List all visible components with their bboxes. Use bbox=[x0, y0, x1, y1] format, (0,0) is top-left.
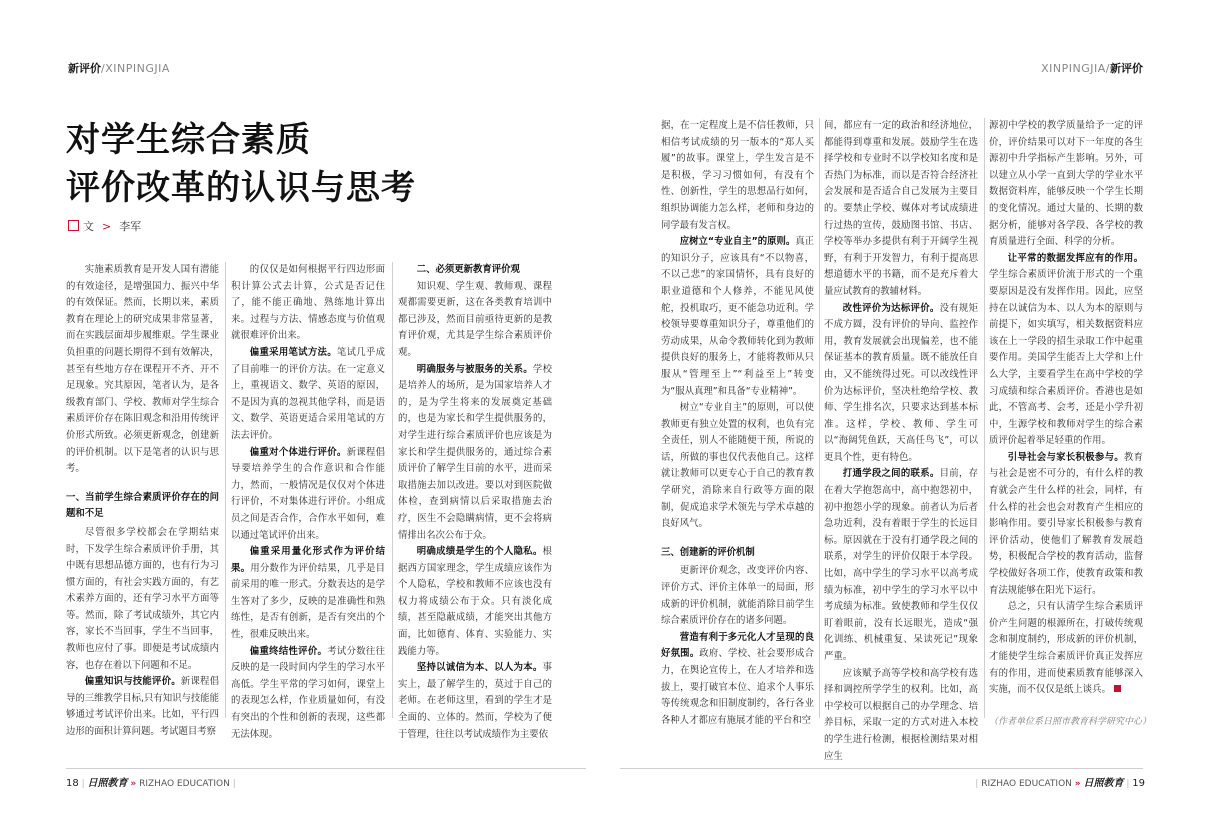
paragraph-lead: 偏重知识与技能评价。 bbox=[84, 676, 181, 688]
paragraph-text: 考试分数往往反映的是一段时间内学生的学习水平高低。学生平常的学习如何，课堂上的表现怎么样，作业质量如何，有没有突出的个性和创新的表现，这些都无法体现。 bbox=[231, 645, 385, 740]
text-column-6 bbox=[989, 118, 1143, 699]
paragraph-text: 的仅仅是如何根据平行四边形面积计算公式去计算，公式是否记住了，能不能正确地、熟练地计算出来。过程与方法、情感态度与价值观就很难评价出来。 bbox=[231, 264, 385, 342]
paragraph-text: 据，在一定程度上是不信任教师，只相信考试成绩的另一版本的“郑人买履”的故事。课堂上，学生发言是不是积极，学习习惯如何，有没有个性、创新性，学生的思想品行如何，组织协调能力怎么样，老师和身边的同学最有发言权。 bbox=[661, 120, 814, 231]
body-paragraph bbox=[231, 445, 385, 545]
paragraph-lead: 偏重采用笔试方法。 bbox=[249, 346, 337, 358]
text-column-2 bbox=[231, 262, 385, 743]
paragraph-lead: 明确服务与被服务的关系。 bbox=[416, 363, 533, 375]
paragraph-text: 没有规矩不成方圆，没有评价的导向、监控作用，教育发展就会出现偏差，也不能保证基本的教育质量。既不能放任自由，又不能统得过死。可以改线性评价为达标评价，坚决杜绝给学校、教师、学生排名次，只要求达到基本标准。这样，学校、教师、学生可以“海阔凭鱼跃，天高任鸟飞”，可以更具个性，更有特色。 bbox=[824, 302, 978, 463]
footer-right: | RIZHAO EDUCATION » 日照教育 | 19 bbox=[975, 778, 1145, 789]
paragraph-text: 学生综合素质评价流于形式的一个重要原因是没有发挥作用。因此，应坚持在以诚信为本、以人为本的原则与前提下，如实填写，相关数据资料应该在上一学段的招生录取工作中起重要作用。美国学生能否上大学和上什么大学，主要看学生在高中学校的学习成绩和综合素质评价。香港也是如此，不管高考、会考，还是小学升初中，生源学校和教师对学生的综合素质评价起着举足轻重的作用。 bbox=[989, 269, 1143, 447]
journal-logo: 日照教育 bbox=[1083, 778, 1124, 789]
column-divider bbox=[392, 262, 393, 718]
paragraph-text: 用分数作为评价结果，几乎是目前采用的唯一形式。分数表达的是学生答对了多少，反映的是准确性和熟练性，是否有创新，是否有突出的个性，很难反映出来。 bbox=[231, 562, 385, 641]
body-paragraph bbox=[231, 644, 385, 744]
text-column-1 bbox=[66, 262, 219, 741]
body-paragraph bbox=[989, 118, 1143, 251]
paragraph-lead: 让平常的数据发挥应有的作用。 bbox=[1007, 252, 1143, 264]
footer-rule-left bbox=[66, 768, 586, 769]
paragraph-text: 间，都应有一定的政治和经济地位，都能得到尊重和发展。鼓励学生在选择学校和专业时不以学校知名度和是否热门为标准，而以是否符合经济社会发展和是否适合自己发展为主要目的。要禁止学校、媒体对考试成绩进行过热的宣传，鼓励图书馆、书店、学校等举办多提供有利于开阔学生视野，有利于开发智力，有利于提高思想道德水平的书籍，而不是充斥着大量应试教育的教辅材料。 bbox=[824, 120, 978, 297]
section-heading: 三、创建新的评价机制 bbox=[661, 546, 755, 558]
journal-logo: 日照教育 bbox=[87, 778, 128, 789]
column-divider bbox=[225, 262, 226, 718]
paragraph-text: 源初中学校的教学质量给予一定的评价，评价结果可以对下一年度的各生源初中升学指标产生影响。另外，可以建立从小学一直到大学的学业水平数据资料库，能够反映一个学生长期的变化情况。通过大量的、长期的数据分析，能够对各学段、各学校的教育质量进行全面、科学的分析。 bbox=[989, 120, 1143, 248]
paragraph-text: 真正的知识分子，应该具有“不以物喜，不以己悲”的家国情怀，具有良好的职业道德和个人修养，不能见风使舵，投机取巧，更不能急功近利。学校领导要尊重知识分子，尊重他们的劳动成果，从命令教师转化到为教师提供良好的服务上，才能将教师从只服从“管理至上”“利益至上”转变为“服从真理”和具备“专业精神”。 bbox=[661, 236, 815, 397]
paragraph-text: 总之，只有认清学生综合素质评价产生问题的根源所在，打破传统观念和制度制约，形成新的评价机制，才能使学生综合素质评价真正发挥应有的作用，进而使素质教育能够深入实施，而不仅仅是纸上谈兵。 bbox=[989, 601, 1143, 696]
paragraph-text: 新课程倡导要培养学生的合作意识和合作能力，然而，一般情况是仅仅对个体进行评价，不对集体进行评价。小组成员之间是否合作，合作水平如何，难以通过笔试评价出来。 bbox=[231, 446, 385, 541]
paragraph-text: 树立“专业自主”的原则，可以使教师更有独立处置的权利，也负有完全责任，别人不能随便干预，所说的话，所做的事也仅代表他自己。这样就让教师可以更专心于自己的教育教学研究，消除来自行政等方面的限制，促成追求学术领先与学术卓越的良好风气。 bbox=[661, 402, 814, 530]
author-name: 李军 bbox=[119, 220, 142, 233]
square-bullet-icon bbox=[68, 220, 79, 231]
paragraph-text: 笔试几乎成了目前唯一的评价方法。在一定意义上，重视语文、数学、英语的原因，不是因为真的忽视其他学科，而是语文、数学、英语更适合采用笔试的方法去评价。 bbox=[231, 346, 385, 441]
paragraph-text: 事实上，最了解学生的，莫过于自己的老师。在老师这里，看到的学生才是全面的、立体的。然而，学校为了便于管理，往往以考试成绩作为主要依 bbox=[398, 662, 552, 740]
footer-left: 18 | 日照教育 » RIZHAO EDUCATION | bbox=[66, 778, 236, 789]
running-header-right bbox=[1041, 60, 1143, 76]
byline bbox=[68, 218, 141, 234]
body-paragraph bbox=[989, 251, 1143, 450]
journal-name-en: RIZHAO EDUCATION bbox=[981, 779, 1072, 789]
paragraph-lead: 偏重采用量化形式作为评价结果。 bbox=[231, 546, 385, 574]
text-column-4 bbox=[661, 118, 814, 729]
column-divider bbox=[984, 118, 985, 718]
footer-rule-right bbox=[620, 768, 1143, 769]
paragraph-lead: 坚持以诚信为本、以人为本。 bbox=[416, 662, 543, 674]
section-name: 新评价 bbox=[1110, 62, 1143, 75]
byline-label: 文 bbox=[83, 220, 94, 233]
section-heading: 一、当前学生综合素质评价存在的问题和不足 bbox=[66, 491, 219, 520]
paragraph-text: 知识观、学生观、教师观、课程观都需要更新，这在各类教育培训中都已涉及，然而目前亟待更新的是教育评价观，尤其是学生综合素质评价观。 bbox=[398, 280, 552, 358]
body-paragraph bbox=[231, 345, 385, 445]
journal-name-en: RIZHAO EDUCATION bbox=[139, 779, 230, 789]
paragraph-text: 政府、学校、社会要形成合力，在舆论宣传上，在人才培养和选拔上，要打破官本位、追求个人事乐等传统观念和旧制度制约，各行各业各种人才都应有施展才能的平台和空 bbox=[661, 648, 814, 726]
paragraph-lead: 应树立“专业自主”的原则。 bbox=[679, 236, 796, 248]
body-paragraph bbox=[661, 118, 814, 234]
body-paragraph bbox=[398, 279, 552, 362]
body-paragraph bbox=[824, 466, 978, 665]
paragraph-lead: 打通学段之间的联系。 bbox=[842, 468, 940, 480]
paragraph-text: 更新评价观念，改变评价内容、评价方式、评价主体单一的局面，形成新的评价机制，就能消除目前学生综合素质评价存在的诸多问题。 bbox=[661, 565, 814, 627]
title-line-2: 评价改革的认识与思考 bbox=[66, 168, 416, 208]
body-paragraph bbox=[231, 262, 385, 345]
paragraph-lead: 营造有利于多元化人才呈现的良好氛围。 bbox=[661, 631, 814, 660]
paragraph-text: 实施素质教育是开发人国有潜能的有效途径，是增强国力、振兴中华的有效保证。然而，长期以来，素质教育在理论上的研究成果非常显著，而在实践层面却步履维艰。学生课业负担重的问题长期得不到有效解决，甚至有些地方存在课程开不齐、开不足现象。究其原因，笔者认为，是各级教育部门、学校、教师对学生综合素质评价存在陈旧观念和沿用传统评价形式所致。必须更新观念，创建新的评价机制。以下是笔者的认识与思考。 bbox=[66, 264, 219, 475]
paragraph-lead: 偏重终结性评价。 bbox=[249, 645, 328, 657]
text-column-5 bbox=[824, 118, 978, 765]
body-paragraph bbox=[66, 525, 219, 674]
body-paragraph bbox=[824, 666, 978, 766]
header-separator: / bbox=[101, 62, 106, 75]
body-paragraph bbox=[661, 400, 814, 533]
double-chevron-icon: » bbox=[1074, 779, 1081, 789]
paragraph-text: 根据西方国家理念，学生成绩应该作为个人隐私，学校和教师不应该也没有权力将成绩公布于众。只有淡化成绩，甚至隐蔽成绩，才能突出其他方面，比如德育、体育、实验能力、实践能力等。 bbox=[398, 546, 552, 657]
paragraph-text: 学校是培养人的场所，是为国家培养人才的，是为学生将来的发展奠定基础的，也是为家长和学生提供服务的，对学生进行综合素质评价也应该是为家长和学生提供服务的，通过综合素质评价了解学生目前的水平，进而采取措施去加以改进。要以对到医院做体检，查到病情以后采取措施去治疗，医生不会隐瞒病情，更不会将病情排出名次公布于众。 bbox=[398, 363, 552, 541]
paragraph-text: 目前，存在着大学抱怨高中，高中抱怨初中，初中抱怨小学的现象。前者认为后者急功近利，没有着眼于学生的长远目标。原因就在于没有打通学段之间的联系，对学生的评价仅限于本学段。比如，高中学生的学习水平以高考成绩为标准，初中学生的学习水平以中考成绩为标准。致使教师和学生仅仅盯着眼前，没有长远眼光，造成“强化训练、机械重复、呆读死记”现象严重。 bbox=[824, 468, 978, 662]
paragraph-lead: 引导社会与家长积极参与。 bbox=[1007, 451, 1124, 463]
body-paragraph bbox=[66, 262, 219, 478]
paragraph-text: 尽管很多学校都会在学期结束时，下发学生综合素质评价手册，其中既有思想品德方面的，也有行为习惯方面的，有社会实践方面的，有艺术素养方面的，还有学习水平方面等等。然而，除了考试成绩外，其它内容，家长不当回事，学生不当回事，教师也应付了事。即便是考试成绩内容，也存在着以下问题和不足。 bbox=[66, 526, 219, 671]
body-paragraph bbox=[989, 450, 1143, 599]
end-mark-icon bbox=[1114, 685, 1121, 692]
section-pinyin: XINPINGJIA bbox=[105, 62, 170, 75]
double-chevron-icon: » bbox=[130, 779, 137, 789]
title-line-1: 对学生综合素质 bbox=[66, 120, 311, 160]
page-number: 19 bbox=[1132, 778, 1145, 789]
paragraph-text: 教育与社会是密不可分的，有什么样的教育就会产生什么样的社会，同样，有什么样的社会也会对教育产生相应的影响作用。要引导家长积极参与教育评价活动，使他们了解教育发展趋势，积极配合学校的教育活动，监督学校做好各项工作，使教育政策和教育法规能够在阳光下运行。 bbox=[989, 451, 1143, 596]
body-paragraph bbox=[824, 118, 978, 301]
body-paragraph bbox=[398, 660, 552, 743]
body-paragraph bbox=[398, 362, 552, 545]
article-title bbox=[66, 116, 416, 212]
paragraph-lead: 改性评价为达标评价。 bbox=[842, 302, 940, 314]
body-paragraph bbox=[661, 234, 814, 400]
page-number: 18 bbox=[66, 778, 79, 789]
column-divider bbox=[819, 118, 820, 718]
body-paragraph bbox=[231, 544, 385, 644]
author-affiliation-note: （作者单位系日照市教育科学研究中心） bbox=[989, 717, 1152, 727]
running-header-left bbox=[68, 60, 170, 76]
body-paragraph bbox=[398, 544, 552, 660]
body-paragraph bbox=[824, 301, 978, 467]
section-pinyin: XINPINGJIA bbox=[1041, 62, 1106, 75]
paragraph-text: 应该赋予高等学校和高学校有选择和调控所学学生的权利。比如，高中学校可以根据自己的办学理念、培养目标，采取一定的方式对进入本校的学生进行检测，根据检测结果对相应生 bbox=[824, 667, 978, 762]
section-heading: 二、必须更新教育评价观 bbox=[416, 264, 520, 275]
paragraph-text: 新课程倡导的三维教学目标,只有知识与技能能够通过考试评价出来。比如，平行四边形的面积计算问题。考试题目考察 bbox=[66, 676, 219, 738]
section-name: 新评价 bbox=[68, 62, 101, 75]
paragraph-lead: 偏重对个体进行评价。 bbox=[249, 446, 347, 458]
body-paragraph bbox=[989, 599, 1143, 699]
header-separator: / bbox=[1105, 62, 1110, 75]
chevron-right-icon: > bbox=[102, 220, 112, 233]
body-paragraph bbox=[661, 563, 814, 629]
text-column-3 bbox=[398, 262, 552, 743]
body-paragraph bbox=[661, 630, 814, 730]
body-paragraph bbox=[66, 674, 219, 740]
paragraph-lead: 明确成绩是学生的个人隐私。 bbox=[416, 546, 543, 558]
